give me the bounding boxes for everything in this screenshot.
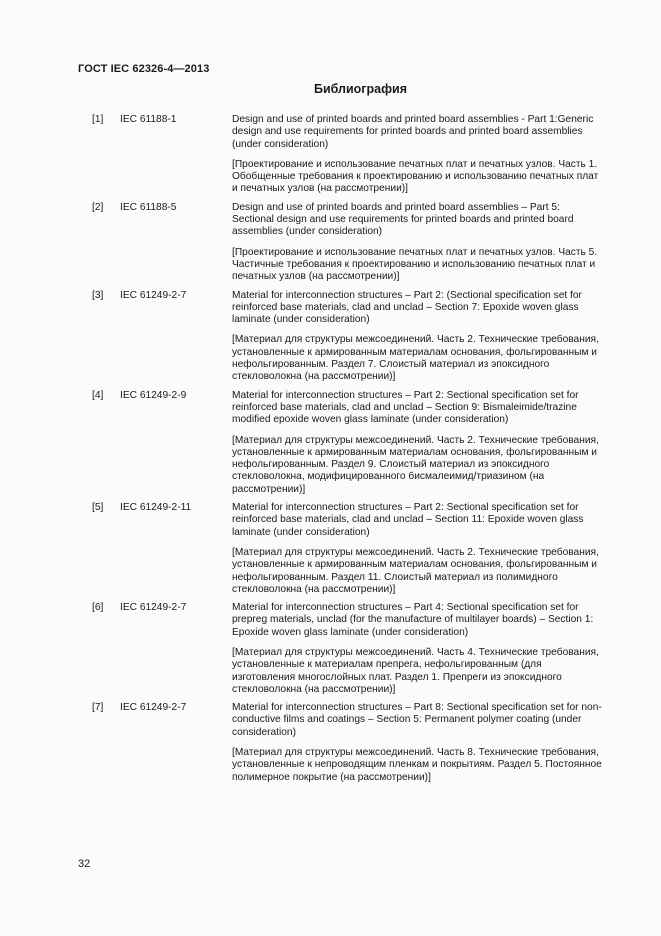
entry-description <box>232 390 602 496</box>
standard-code: IEC 61249-2-7 <box>120 602 187 614</box>
russian-title: [Проектирование и использование печатных плат и печатных узлов. Часть 1. Обобщенные требования к проектированию и использованию печатных плат и печатных узлов (на рассмотрении)] <box>232 158 599 195</box>
russian-title: [Материал для структуры межсоединений. Часть 2. Технические требования, установленные к армированным материалам основания, фольгированным и нефольгированным. Раздел 9. Слоистый материал из эпоксидного стекловолокна, модифицированного бисмалеимид/триазином (на рассмотрении)] <box>232 434 599 495</box>
entry-number: [1] <box>92 114 104 125</box>
entry-description <box>232 290 602 384</box>
standard-code: IEC 61188-5 <box>120 201 177 213</box>
russian-title: [Материал для структуры межсоединений. Часть 2. Технические требования, установленные к армированным материалам основания, фольгированным и нефольгированным. Раздел 11. Слоистый материал из полимидного стекловолокна (на рассмотрении)] <box>232 546 599 595</box>
english-title: Material for interconnection structures – Part 4: Sectional specification set for prepreg materials, unclad (for the manufacture of multilayer boards) – Section 1: Epoxide woven glass laminate (under consideration) <box>232 602 594 638</box>
english-title: Material for interconnection structures – Part 2: Sectional specification set for reinforced base materials, clad and unclad – Section 9: Bismaleimide/trazine modified epoxide woven glass laminate (under consideration) <box>232 389 579 426</box>
entry-description <box>232 602 602 696</box>
russian-title: [Материал для структуры межсоединений. Часть 4. Технические требования, установленные к материалам препрега, нефольгированным (для изготовления многослойных плат. Раздел 1. Препреги из эпоксидного стекловолокна (на рассмотрении)] <box>232 646 599 695</box>
standard-code: IEC 61249-2-9 <box>120 389 187 401</box>
bibliography-entry <box>0 502 661 596</box>
bibliography-entry <box>0 702 661 784</box>
standard-code: IEC 61249-2-11 <box>120 502 192 514</box>
standard-code: IEC 61188-1 <box>120 114 177 125</box>
russian-title: [Материал для структуры межсоединений. Часть 2. Технические требования, установленные к армированным материалам основания, фольгированным и нефольгированным. Раздел 7. Слоистый материал из эпоксидного стекловолокна (на рассмотрении)] <box>232 334 599 383</box>
entry-number: [3] <box>92 289 104 301</box>
standard-code: IEC 61249-2-7 <box>120 289 187 301</box>
bibliography-entry <box>0 390 661 496</box>
bibliography-entry <box>0 602 661 696</box>
russian-title: [Проектирование и использование печатных плат и печатных узлов. Часть 5. Частичные требования к проектированию и использованию печатных плат и печатных узлов (на рассмотрении)] <box>232 246 598 283</box>
entry-description <box>232 202 602 284</box>
page-number: 32 <box>78 858 91 870</box>
bibliography-entry <box>0 290 661 384</box>
entry-number: [4] <box>92 389 104 401</box>
entry-description <box>232 114 602 196</box>
english-title: Design and use of printed boards and printed board assemblies – Part 5: Sectional design and use requirements for printed boards and printed board assemblies (under consideration) <box>232 201 574 238</box>
english-title: Material for interconnection structures – Part 2: Sectional specification set for reinforced base materials, clad and unclad – Section 11: Epoxide woven glass laminate (under consideration) <box>232 502 584 538</box>
english-title: Material for interconnection structures – Part 2: (Sectional specification set for reinforced base materials, clad and unclad – Section 7: Epoxide woven glass laminate (under consideration) <box>232 289 582 326</box>
bibliography-entry <box>0 202 661 284</box>
standard-code: IEC 61249-2-7 <box>120 702 187 714</box>
english-title: Design and use of printed boards and printed board assemblies - Part 1:Generic design and use requirements for printed boards and printed board assemblies (under consideration) <box>232 114 594 150</box>
document-code: ГОСТ IEC 62326-4—2013 <box>78 63 210 75</box>
bibliography-list <box>0 114 661 790</box>
entry-description <box>232 502 602 596</box>
entry-description <box>232 702 602 784</box>
entry-number: [5] <box>92 502 104 514</box>
bibliography-entry <box>0 114 661 196</box>
entry-number: [7] <box>92 702 104 714</box>
entry-number: [2] <box>92 201 104 213</box>
english-title: Material for interconnection structures – Part 8: Sectional specification set for non-conductive films and coatings – Section 5: Permanent polymer coating (under consideration) <box>232 702 602 738</box>
entry-number: [6] <box>92 602 104 614</box>
russian-title: [Материал для структуры межсоединений. Часть 8. Технические требования, установленные к непроводящим пленкам и покрытиям. Раздел 5. Постоянное полимерное покрытие (на рассмотрении)] <box>232 747 602 783</box>
page-title: Библиография <box>313 82 408 96</box>
